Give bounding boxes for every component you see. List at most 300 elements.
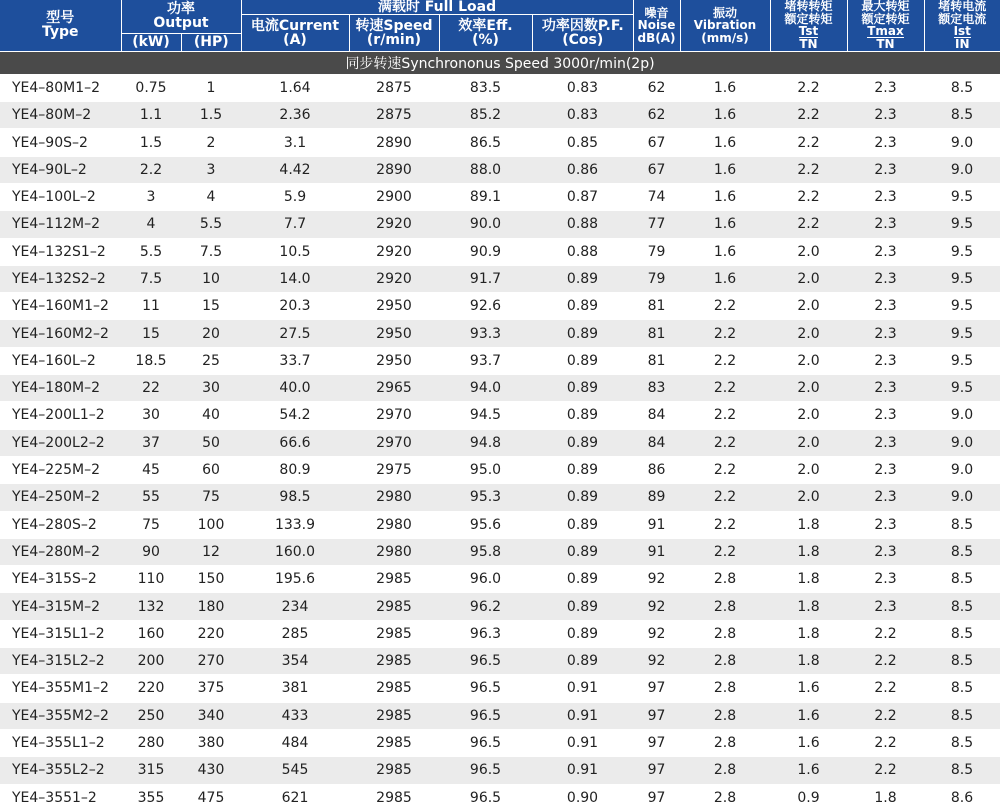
tst-ratio-label: 堵转转矩 额定转矩 <box>784 0 833 26</box>
ist-cell: 9.5 <box>924 183 1000 210</box>
table-row <box>0 484 1000 511</box>
eff-cell: 91.7 <box>439 265 532 292</box>
current-cell: 7.7 <box>241 211 349 238</box>
table-row <box>0 402 1000 429</box>
current-cell: 160.0 <box>241 538 349 565</box>
type-cell: YE4–3551–2 <box>0 784 121 811</box>
current-header <box>241 15 349 52</box>
type-cell: YE4–355L1–2 <box>0 729 121 756</box>
noise-cell: 79 <box>633 265 680 292</box>
ist-cell: 8.5 <box>924 702 1000 729</box>
current-cell: 195.6 <box>241 566 349 593</box>
ist-header <box>924 0 1000 51</box>
kw-cell: 45 <box>121 456 181 483</box>
vibration-cell: 2.2 <box>680 347 770 374</box>
tmax-cell: 1.8 <box>847 784 924 811</box>
hp-cell: 100 <box>181 511 241 538</box>
vibration-cell: 1.6 <box>680 183 770 210</box>
hp-cell: 60 <box>181 456 241 483</box>
ist-cell: 8.5 <box>924 538 1000 565</box>
kw-cell: 75 <box>121 511 181 538</box>
noise-cell: 91 <box>633 511 680 538</box>
ist-cell: 9.0 <box>924 402 1000 429</box>
tmax-cell: 2.3 <box>847 347 924 374</box>
tst-cell: 2.2 <box>770 102 847 129</box>
ist-cell: 8.5 <box>924 511 1000 538</box>
ist-cell: 9.0 <box>924 156 1000 183</box>
tmax-cell: 2.2 <box>847 675 924 702</box>
pf-cell: 0.91 <box>532 675 633 702</box>
kw-cell: 18.5 <box>121 347 181 374</box>
hp-header <box>181 33 241 51</box>
pf-cell: 0.90 <box>532 784 633 811</box>
ist-cell: 9.5 <box>924 238 1000 265</box>
type-cell: YE4–90S–2 <box>0 129 121 156</box>
kw-cell: 7.5 <box>121 265 181 292</box>
tst-cell: 1.6 <box>770 729 847 756</box>
ist-cell: 8.5 <box>924 757 1000 784</box>
type-cell: YE4–160M2–2 <box>0 320 121 347</box>
current-cell: 545 <box>241 757 349 784</box>
eff-cell: 96.5 <box>439 675 532 702</box>
eff-cell: 96.5 <box>439 702 532 729</box>
pf-header-label: 功率因数P.F. (Cos) <box>541 17 624 48</box>
pf-cell: 0.87 <box>532 183 633 210</box>
eff-cell: 93.3 <box>439 320 532 347</box>
ist-denominator: IN <box>954 37 970 52</box>
eff-cell: 93.7 <box>439 347 532 374</box>
ist-cell: 9.0 <box>924 429 1000 456</box>
vibration-cell: 2.2 <box>680 293 770 320</box>
noise-cell: 91 <box>633 538 680 565</box>
pf-cell: 0.89 <box>532 593 633 620</box>
tst-cell: 1.6 <box>770 702 847 729</box>
ist-cell: 9.5 <box>924 347 1000 374</box>
hp-cell: 180 <box>181 593 241 620</box>
tmax-cell: 2.3 <box>847 320 924 347</box>
current-cell: 14.0 <box>241 265 349 292</box>
current-cell: 10.5 <box>241 238 349 265</box>
kw-header <box>121 33 181 51</box>
kw-cell: 4 <box>121 211 181 238</box>
pf-cell: 0.89 <box>532 402 633 429</box>
table-row <box>0 757 1000 784</box>
type-cell: YE4–132S1–2 <box>0 238 121 265</box>
pf-cell: 0.88 <box>532 238 633 265</box>
pf-cell: 0.89 <box>532 511 633 538</box>
tst-cell: 1.6 <box>770 675 847 702</box>
tst-denominator: TN <box>799 37 818 52</box>
tmax-cell: 2.3 <box>847 129 924 156</box>
noise-cell: 92 <box>633 620 680 647</box>
type-cell: YE4–280S–2 <box>0 511 121 538</box>
vibration-cell: 1.6 <box>680 102 770 129</box>
table-header <box>0 0 1000 51</box>
speed-cell: 2985 <box>349 702 439 729</box>
kw-cell: 22 <box>121 375 181 402</box>
hp-cell: 430 <box>181 757 241 784</box>
noise-cell: 81 <box>633 347 680 374</box>
table-row <box>0 129 1000 156</box>
noise-cell: 62 <box>633 102 680 129</box>
table-body <box>0 74 1000 811</box>
hp-cell: 25 <box>181 347 241 374</box>
tmax-cell: 2.2 <box>847 757 924 784</box>
speed-cell: 2985 <box>349 620 439 647</box>
ist-cell: 9.5 <box>924 265 1000 292</box>
speed-cell: 2985 <box>349 566 439 593</box>
ist-cell: 8.5 <box>924 566 1000 593</box>
tst-cell: 1.8 <box>770 620 847 647</box>
table-row <box>0 293 1000 320</box>
hp-cell: 40 <box>181 402 241 429</box>
eff-cell: 96.0 <box>439 566 532 593</box>
eff-cell: 96.3 <box>439 620 532 647</box>
tmax-cell: 2.3 <box>847 375 924 402</box>
tst-cell: 0.9 <box>770 784 847 811</box>
current-cell: 4.42 <box>241 156 349 183</box>
pf-cell: 0.83 <box>532 74 633 101</box>
eff-cell: 90.9 <box>439 238 532 265</box>
tmax-cell: 2.3 <box>847 402 924 429</box>
table-row <box>0 156 1000 183</box>
current-cell: 3.1 <box>241 129 349 156</box>
tmax-cell: 2.3 <box>847 102 924 129</box>
current-header-label: 电流Current (A) <box>250 17 340 48</box>
tst-cell: 2.0 <box>770 293 847 320</box>
pf-header <box>532 15 633 52</box>
hp-cell: 220 <box>181 620 241 647</box>
current-cell: 433 <box>241 702 349 729</box>
current-cell: 234 <box>241 593 349 620</box>
eff-cell: 92.6 <box>439 293 532 320</box>
noise-header <box>633 0 680 51</box>
table-row <box>0 265 1000 292</box>
pf-cell: 0.88 <box>532 211 633 238</box>
pf-cell: 0.91 <box>532 729 633 756</box>
tmax-cell: 2.2 <box>847 648 924 675</box>
current-cell: 133.9 <box>241 511 349 538</box>
hp-cell: 20 <box>181 320 241 347</box>
tst-cell: 2.0 <box>770 456 847 483</box>
table-row <box>0 211 1000 238</box>
tst-cell: 1.8 <box>770 648 847 675</box>
type-cell: YE4–200L2–2 <box>0 429 121 456</box>
tst-cell: 2.0 <box>770 484 847 511</box>
hp-cell: 150 <box>181 566 241 593</box>
speed-cell: 2980 <box>349 484 439 511</box>
vibration-cell: 2.8 <box>680 620 770 647</box>
kw-cell: 2.2 <box>121 156 181 183</box>
tmax-ratio-label: 最大转矩 额定转矩 <box>861 0 910 26</box>
hp-cell: 10 <box>181 265 241 292</box>
vibration-cell: 2.8 <box>680 648 770 675</box>
kw-cell: 15 <box>121 320 181 347</box>
table-row <box>0 702 1000 729</box>
type-cell: YE4–80M1–2 <box>0 74 121 101</box>
ist-cell: 8.5 <box>924 648 1000 675</box>
table-row <box>0 102 1000 129</box>
vibration-cell: 1.6 <box>680 211 770 238</box>
kw-cell: 37 <box>121 429 181 456</box>
vibration-cell: 2.2 <box>680 484 770 511</box>
table-row <box>0 593 1000 620</box>
hp-cell: 7.5 <box>181 238 241 265</box>
ist-cell: 9.5 <box>924 211 1000 238</box>
kw-cell: 90 <box>121 538 181 565</box>
pf-cell: 0.89 <box>532 265 633 292</box>
noise-cell: 81 <box>633 293 680 320</box>
tst-cell: 2.0 <box>770 265 847 292</box>
tmax-cell: 2.3 <box>847 183 924 210</box>
vibration-header <box>680 0 770 51</box>
tst-cell: 2.0 <box>770 402 847 429</box>
type-cell: YE4–160L–2 <box>0 347 121 374</box>
type-cell: YE4–250M–2 <box>0 484 121 511</box>
type-cell: YE4–315M–2 <box>0 593 121 620</box>
eff-cell: 89.1 <box>439 183 532 210</box>
speed-cell: 2985 <box>349 593 439 620</box>
type-cell: YE4–112M–2 <box>0 211 121 238</box>
current-cell: 33.7 <box>241 347 349 374</box>
kw-cell: 200 <box>121 648 181 675</box>
vibration-cell: 1.6 <box>680 74 770 101</box>
ist-cell: 8.5 <box>924 675 1000 702</box>
tmax-cell: 2.3 <box>847 156 924 183</box>
current-cell: 66.6 <box>241 429 349 456</box>
eff-cell: 96.5 <box>439 729 532 756</box>
tmax-numerator: Tmax <box>867 24 904 39</box>
type-cell: YE4–100L–2 <box>0 183 121 210</box>
kw-cell: 30 <box>121 402 181 429</box>
hp-cell: 1.5 <box>181 102 241 129</box>
type-cell: YE4–355L2–2 <box>0 757 121 784</box>
table-row <box>0 183 1000 210</box>
speed-cell: 2970 <box>349 402 439 429</box>
eff-cell: 95.0 <box>439 456 532 483</box>
pf-cell: 0.86 <box>532 156 633 183</box>
current-cell: 1.64 <box>241 74 349 101</box>
output-header-label: 功率 Output <box>153 1 209 32</box>
speed-cell: 2985 <box>349 784 439 811</box>
tmax-cell: 2.3 <box>847 511 924 538</box>
kw-header-label: (kW) <box>132 34 170 51</box>
tst-cell: 1.8 <box>770 538 847 565</box>
table-row <box>0 784 1000 811</box>
eff-cell: 88.0 <box>439 156 532 183</box>
tmax-cell: 2.3 <box>847 429 924 456</box>
table-row <box>0 566 1000 593</box>
speed-cell: 2985 <box>349 648 439 675</box>
vibration-cell: 2.8 <box>680 784 770 811</box>
noise-cell: 81 <box>633 320 680 347</box>
noise-cell: 92 <box>633 566 680 593</box>
table-row <box>0 729 1000 756</box>
pf-cell: 0.89 <box>532 484 633 511</box>
tmax-cell: 2.2 <box>847 702 924 729</box>
hp-cell: 75 <box>181 484 241 511</box>
noise-cell: 84 <box>633 429 680 456</box>
speed-cell: 2920 <box>349 211 439 238</box>
speed-cell: 2950 <box>349 320 439 347</box>
speed-cell: 2965 <box>349 375 439 402</box>
table-row <box>0 538 1000 565</box>
tmax-header <box>847 0 924 51</box>
kw-cell: 3 <box>121 183 181 210</box>
pf-cell: 0.89 <box>532 538 633 565</box>
eff-cell: 85.2 <box>439 102 532 129</box>
ist-ratio-label: 堵转电流 额定电流 <box>938 0 987 26</box>
tmax-cell: 2.3 <box>847 238 924 265</box>
hp-cell: 4 <box>181 183 241 210</box>
speed-cell: 2950 <box>349 293 439 320</box>
tmax-denominator: TN <box>876 37 895 52</box>
hp-cell: 375 <box>181 675 241 702</box>
hp-cell: 50 <box>181 429 241 456</box>
kw-cell: 355 <box>121 784 181 811</box>
hp-cell: 5.5 <box>181 211 241 238</box>
section-row <box>0 51 1000 74</box>
type-cell: YE4–225M–2 <box>0 456 121 483</box>
current-cell: 2.36 <box>241 102 349 129</box>
eff-cell: 96.5 <box>439 648 532 675</box>
hp-cell: 3 <box>181 156 241 183</box>
table-row <box>0 620 1000 647</box>
tmax-cell: 2.3 <box>847 593 924 620</box>
tst-cell: 2.0 <box>770 429 847 456</box>
pf-cell: 0.89 <box>532 456 633 483</box>
eff-cell: 94.5 <box>439 402 532 429</box>
current-cell: 27.5 <box>241 320 349 347</box>
type-header <box>0 0 121 51</box>
hp-cell: 15 <box>181 293 241 320</box>
tst-cell: 2.2 <box>770 211 847 238</box>
current-cell: 621 <box>241 784 349 811</box>
eff-cell: 94.0 <box>439 375 532 402</box>
speed-cell: 2980 <box>349 538 439 565</box>
vibration-cell: 1.6 <box>680 238 770 265</box>
speed-cell: 2890 <box>349 156 439 183</box>
tst-cell: 2.0 <box>770 347 847 374</box>
current-cell: 40.0 <box>241 375 349 402</box>
speed-cell: 2920 <box>349 265 439 292</box>
type-cell: YE4–315L1–2 <box>0 620 121 647</box>
current-cell: 381 <box>241 675 349 702</box>
vibration-cell: 2.8 <box>680 702 770 729</box>
type-cell: YE4–132S2–2 <box>0 265 121 292</box>
type-cell: YE4–80M–2 <box>0 102 121 129</box>
vibration-cell: 2.2 <box>680 511 770 538</box>
hp-cell: 1 <box>181 74 241 101</box>
tmax-cell: 2.3 <box>847 484 924 511</box>
pf-cell: 0.89 <box>532 293 633 320</box>
noise-cell: 86 <box>633 456 680 483</box>
noise-cell: 79 <box>633 238 680 265</box>
tmax-cell: 2.3 <box>847 566 924 593</box>
ist-cell: 8.5 <box>924 102 1000 129</box>
pf-cell: 0.83 <box>532 102 633 129</box>
kw-cell: 280 <box>121 729 181 756</box>
table-row <box>0 429 1000 456</box>
kw-cell: 1.5 <box>121 129 181 156</box>
eff-cell: 96.5 <box>439 784 532 811</box>
vibration-cell: 2.8 <box>680 593 770 620</box>
speed-header <box>349 15 439 52</box>
speed-cell: 2975 <box>349 456 439 483</box>
tmax-cell: 2.3 <box>847 211 924 238</box>
eff-cell: 96.2 <box>439 593 532 620</box>
speed-cell: 2985 <box>349 757 439 784</box>
tst-cell: 2.2 <box>770 129 847 156</box>
type-cell: YE4–90L–2 <box>0 156 121 183</box>
eff-cell: 90.0 <box>439 211 532 238</box>
kw-cell: 250 <box>121 702 181 729</box>
ist-numerator: Ist <box>953 24 971 39</box>
vibration-cell: 2.2 <box>680 429 770 456</box>
hp-cell: 380 <box>181 729 241 756</box>
vibration-cell: 2.8 <box>680 675 770 702</box>
tmax-cell: 2.3 <box>847 265 924 292</box>
vibration-cell: 1.6 <box>680 129 770 156</box>
speed-cell: 2875 <box>349 74 439 101</box>
current-cell: 98.5 <box>241 484 349 511</box>
ist-cell: 9.0 <box>924 456 1000 483</box>
noise-cell: 97 <box>633 702 680 729</box>
kw-cell: 55 <box>121 484 181 511</box>
full-load-header <box>241 0 633 15</box>
eff-cell: 96.5 <box>439 757 532 784</box>
vibration-cell: 2.8 <box>680 757 770 784</box>
section-title: 同步转速Synchrononus Speed 3000r/min(2p) <box>0 51 1000 74</box>
pf-cell: 0.89 <box>532 375 633 402</box>
speed-cell: 2985 <box>349 675 439 702</box>
tst-cell: 2.2 <box>770 183 847 210</box>
table-row <box>0 511 1000 538</box>
kw-cell: 315 <box>121 757 181 784</box>
tst-cell: 2.2 <box>770 156 847 183</box>
current-cell: 354 <box>241 648 349 675</box>
hp-header-label: (HP) <box>193 34 229 51</box>
current-cell: 285 <box>241 620 349 647</box>
vibration-cell: 2.2 <box>680 320 770 347</box>
ist-cell: 9.0 <box>924 484 1000 511</box>
output-header <box>121 0 241 33</box>
kw-cell: 1.1 <box>121 102 181 129</box>
eff-cell: 86.5 <box>439 129 532 156</box>
speed-cell: 2980 <box>349 511 439 538</box>
speed-cell: 2970 <box>349 429 439 456</box>
hp-cell: 12 <box>181 538 241 565</box>
pf-cell: 0.89 <box>532 320 633 347</box>
type-header-label: 型号 Type <box>41 10 79 41</box>
speed-cell: 2950 <box>349 347 439 374</box>
ist-cell: 9.5 <box>924 320 1000 347</box>
tst-cell: 2.0 <box>770 320 847 347</box>
vibration-cell: 1.6 <box>680 156 770 183</box>
eff-cell: 94.8 <box>439 429 532 456</box>
ist-cell: 8.5 <box>924 729 1000 756</box>
tst-cell: 2.0 <box>770 238 847 265</box>
noise-cell: 97 <box>633 784 680 811</box>
current-cell: 484 <box>241 729 349 756</box>
type-cell: YE4–200L1–2 <box>0 402 121 429</box>
tmax-cell: 2.3 <box>847 456 924 483</box>
pf-cell: 0.91 <box>532 757 633 784</box>
vibration-cell: 2.8 <box>680 566 770 593</box>
pf-cell: 0.89 <box>532 429 633 456</box>
noise-cell: 67 <box>633 129 680 156</box>
tst-header <box>770 0 847 51</box>
